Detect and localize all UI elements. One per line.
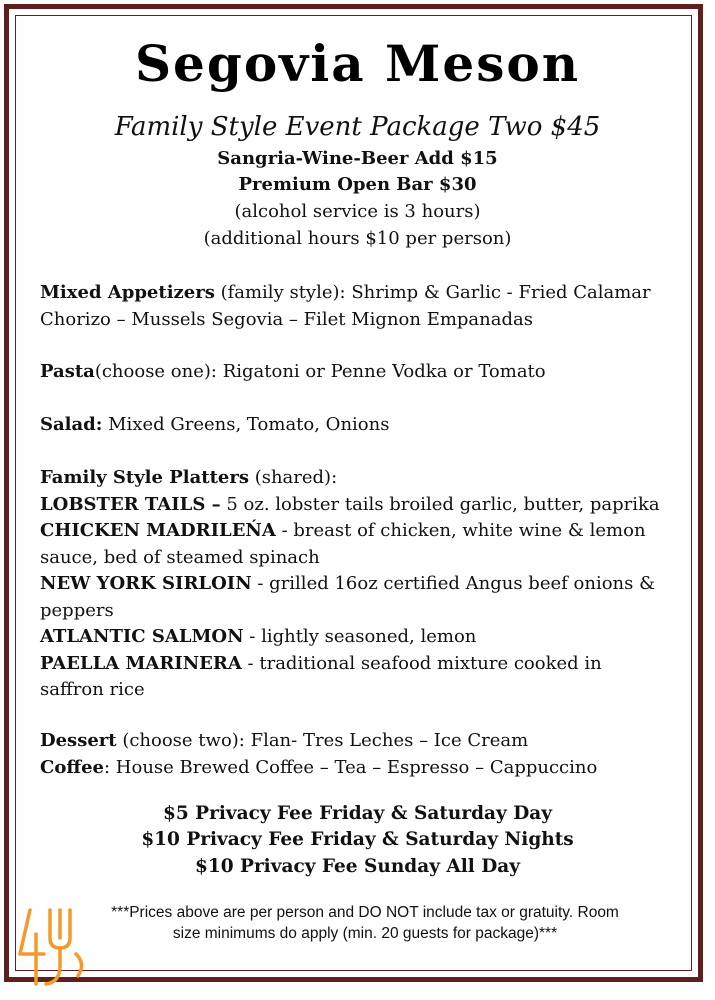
drinks-extra-note: (additional hours $10 per person) <box>203 228 512 249</box>
platter-name: NEW YORK SIRLOIN <box>40 573 252 594</box>
salad-text: Mixed Greens, Tomato, Onions <box>102 414 390 435</box>
appetizers-qualifier: (family style): <box>214 282 352 303</box>
disclaimer <box>55 902 675 944</box>
drinks-open-bar: Premium Open Bar $30 <box>238 174 477 195</box>
platter-name: LOBSTER TAILS – <box>40 493 221 515</box>
platter-desc-cont: saffron rice <box>40 679 145 700</box>
salad-label: Salad: <box>40 414 103 435</box>
platter-desc: - grilled 16oz certified Angus beef onions & <box>251 573 656 594</box>
platter-item <box>40 518 690 545</box>
privacy-fee: $10 Privacy Fee Sunday All Day <box>194 856 521 877</box>
privacy-fee: $5 Privacy Fee Friday & Saturday Day <box>163 803 552 824</box>
appetizers-label: Mixed Appetizers <box>40 282 215 303</box>
platter-desc-cont: peppers <box>40 599 114 621</box>
coffee-text: : House Brewed Coffee – Tea – Espresso – Cappuccino <box>104 756 598 778</box>
pasta-section <box>40 359 690 386</box>
appetizers-items-line2: Chorizo – Mussels Segovia – Filet Mignon Empanadas <box>40 308 533 330</box>
dessert-text: (choose two): Flan- Tres Leches – Ice Cream <box>116 730 529 751</box>
pasta-label: Pasta <box>40 361 95 382</box>
platter-desc: - traditional seafood mixture cooked in <box>241 652 602 674</box>
disclaimer-line2: size minimums do apply (min. 20 guests for package)*** <box>172 925 558 942</box>
appetizers-section <box>40 280 690 333</box>
salad-section <box>40 412 690 439</box>
platter-name: CHICKEN MADRILEŃA <box>40 520 276 541</box>
platter-desc-cont: sauce, bed of steamed spinach <box>40 546 320 568</box>
platters-label: Family Style Platters <box>40 467 249 488</box>
disclaimer-line1: ***Prices above are per person and DO NOT include tax or gratuity. Room <box>111 904 619 921</box>
platter-item <box>40 492 690 519</box>
platters-qualifier: (shared): <box>248 467 338 488</box>
coffee-label: Coffee <box>40 756 105 778</box>
package-subtitle: Family Style Event Package Two $45 <box>114 112 601 142</box>
pasta-text: (choose one): Rigatoni or Penne Vodka or Tomato <box>94 361 546 382</box>
platter-desc: - lightly seasoned, lemon <box>243 626 477 647</box>
restaurant-title: Segovia Meson <box>134 34 581 93</box>
platter-desc: 5 oz. lobster tails broiled garlic, butter, paprika <box>220 493 660 515</box>
appetizers-items-line1: Shrimp & Garlic - Fried Calamar <box>351 282 651 303</box>
dessert-label: Dessert <box>40 730 117 751</box>
privacy-fee: $10 Privacy Fee Friday & Saturday Nights <box>141 829 574 850</box>
platters-section <box>40 465 690 704</box>
drinks-addon: Sangria-Wine-Beer Add $15 <box>217 148 498 169</box>
drinks-service-note: (alcohol service is 3 hours) <box>234 201 481 222</box>
platter-name: ATLANTIC SALMON <box>40 626 244 647</box>
platter-name: PAELLA MARINERA <box>40 652 242 674</box>
platter-desc: - breast of chicken, white wine & lemon <box>275 520 646 541</box>
platter-item <box>40 571 690 598</box>
platter-item <box>40 624 690 651</box>
dessert-coffee-section <box>40 728 690 781</box>
platter-item <box>40 651 690 678</box>
